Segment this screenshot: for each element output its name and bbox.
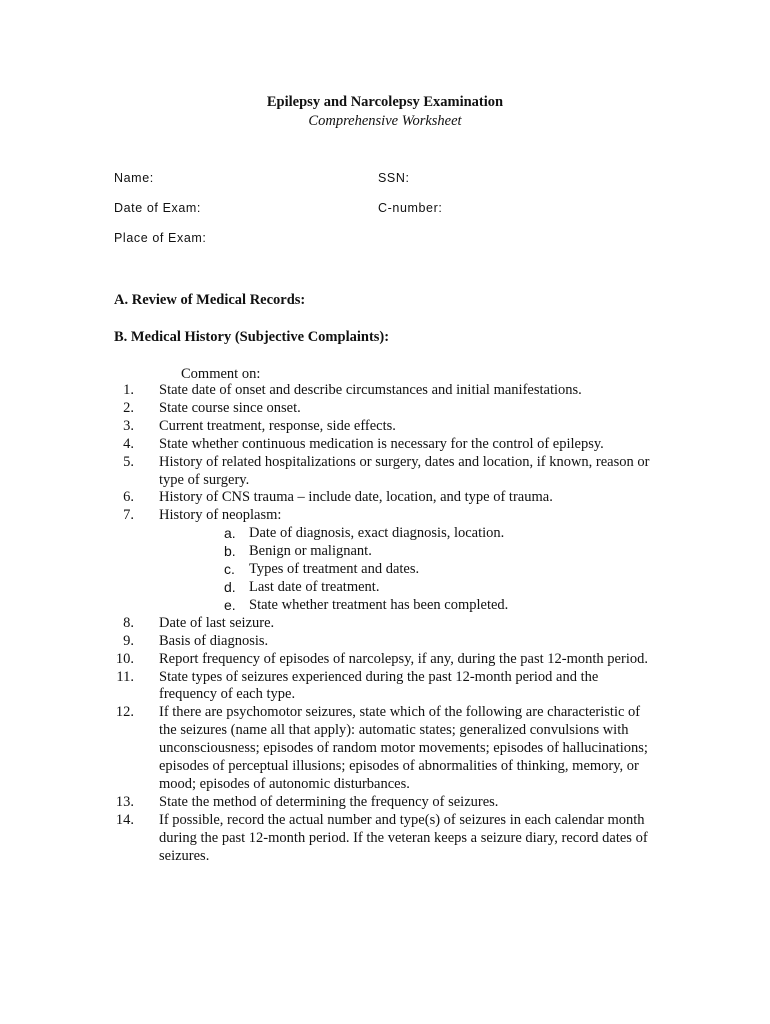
ssn-field-label: SSN: <box>378 171 410 185</box>
item-text: State whether continuous medication is necessary for the control of epilepsy. <box>159 435 604 452</box>
subitem-text: State whether treatment has been completed. <box>249 596 509 613</box>
subitem-text: Last date of treatment. <box>249 578 380 595</box>
subitem-text: Types of treatment and dates. <box>249 561 420 578</box>
subitem-letter: d. <box>224 578 236 595</box>
item-number: 8. <box>123 614 134 631</box>
subitem-letter: c. <box>224 561 235 578</box>
neoplasm-subitem <box>0 543 770 561</box>
subitem-letter: b. <box>224 543 236 560</box>
neoplasm-subitem <box>0 597 770 615</box>
item-text: If possible, record the actual number and type(s) of seizures in each calendar month during the past 12-month period. If the veteran keeps a seizure diary, record dates of seizures. <box>159 811 648 864</box>
neoplasm-subitem <box>0 525 770 543</box>
list-item <box>0 418 770 436</box>
list-item <box>0 382 770 400</box>
item-number: 9. <box>123 632 134 649</box>
list-item <box>0 400 770 418</box>
item-text: Report frequency of episodes of narcolepsy, if any, during the past 12-month period. <box>159 650 648 667</box>
item-text: State the method of determining the frequency of seizures. <box>159 793 499 810</box>
date-of-exam-field-label: Date of Exam: <box>114 201 201 215</box>
item-number: 14. <box>115 811 134 828</box>
item-number: 13. <box>115 793 134 810</box>
place-of-exam-field-label: Place of Exam: <box>114 231 207 245</box>
item-text: Basis of diagnosis. <box>159 632 269 649</box>
document-title: Epilepsy and Narcolepsy Examination <box>266 94 504 110</box>
list-item <box>0 669 770 705</box>
c-number-field-label: C-number: <box>378 201 443 215</box>
list-item <box>0 633 770 651</box>
item-text: If there are psychomotor seizures, state which of the following are characteristic of the seizures (name all that apply): automatic states; generalized convulsions with unconsciousness; episodes of random motor movements; episodes of hallucinations; episodes of perceptual illusions; episodes of abnormalities of thinking, memory, or mood; episodes of autonomic disturbances. <box>159 704 648 792</box>
subitem-letter: e. <box>224 596 236 613</box>
item-number: 3. <box>123 417 134 434</box>
item-text: State course since onset. <box>159 399 301 416</box>
list-item <box>0 615 770 633</box>
neoplasm-subitem <box>0 561 770 579</box>
list-item <box>0 489 770 507</box>
item-text: State types of seizures experienced during the past 12-month period and the frequency of each type. <box>159 668 599 703</box>
history-items-list <box>0 382 770 865</box>
item-text: Date of last seizure. <box>159 614 275 631</box>
item-text: Current treatment, response, side effects. <box>159 417 396 434</box>
neoplasm-subitem <box>0 579 770 597</box>
item-text: History of neoplasm: <box>159 507 282 524</box>
list-item <box>0 704 770 794</box>
subitem-letter: a. <box>224 525 236 542</box>
list-item <box>0 436 770 454</box>
item-number: 4. <box>123 435 134 452</box>
list-item <box>0 507 770 525</box>
section-a-heading: A. Review of Medical Records: <box>114 292 306 308</box>
subitem-text: Date of diagnosis, exact diagnosis, location. <box>249 525 505 542</box>
name-field-label: Name: <box>114 171 154 185</box>
item-text: State date of onset and describe circumstances and initial manifestations. <box>159 382 582 398</box>
item-number: 1. <box>123 382 134 398</box>
comment-on-label: Comment on: <box>181 366 261 382</box>
section-b-heading: B. Medical History (Subjective Complaints): <box>114 329 390 345</box>
item-number: 7. <box>123 507 134 524</box>
item-number: 2. <box>123 399 134 416</box>
list-item <box>0 651 770 669</box>
list-item <box>0 794 770 812</box>
item-number: 12. <box>115 704 134 721</box>
item-text: History of CNS trauma – include date, location, and type of trauma. <box>159 489 553 506</box>
item-number: 10. <box>115 650 134 667</box>
list-item <box>0 812 770 866</box>
document-subtitle: Comprehensive Worksheet <box>308 113 462 129</box>
item-number: 6. <box>123 489 134 506</box>
item-number: 11. <box>116 668 134 685</box>
subitem-text: Benign or malignant. <box>249 543 372 560</box>
list-item <box>0 454 770 490</box>
item-number: 5. <box>123 453 134 470</box>
item-text: History of related hospitalizations or surgery, dates and location, if known, reason or type of surgery. <box>159 453 650 488</box>
